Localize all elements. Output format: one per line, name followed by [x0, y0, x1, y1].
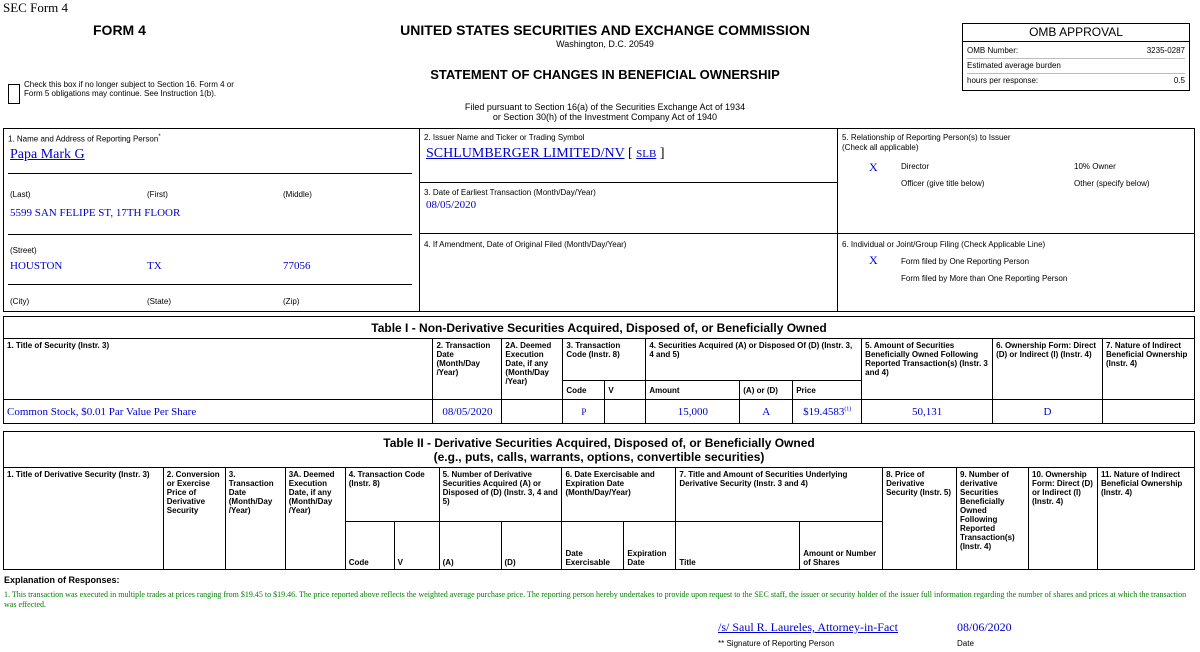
t1-aord: A	[740, 400, 793, 424]
omb-number-label: OMB Number:	[967, 46, 1019, 55]
statement-title: STATEMENT OF CHANGES IN BENEFICIAL OWNERSHIP	[430, 67, 780, 82]
omb-hours-label: hours per response:	[967, 76, 1039, 85]
table-non-derivative	[3, 316, 1195, 424]
one-person-checkmark: X	[869, 253, 878, 267]
reporting-person-name-link[interactable]: Papa Mark G	[10, 147, 85, 162]
filing-label: 6. Individual or Joint/Group Filing (Check Applicable Line)	[842, 240, 1046, 249]
ten-percent-owner-label: 10% Owner	[1074, 162, 1116, 171]
divider	[420, 233, 837, 234]
t2-sub-code: Code	[345, 522, 394, 570]
t2-col-code: 4. Transaction Code (Instr. 8)	[345, 468, 439, 522]
t1-col-form: 6. Ownership Form: Direct (D) or Indirect (I) (Instr. 4)	[993, 339, 1103, 400]
relationship-label: 5. Relationship of Reporting Person(s) to Issuer	[842, 133, 1011, 142]
divider	[8, 234, 412, 235]
table2-title-line1: Table II - Derivative Securities Acquired, Disposed of, or Beneficially Owned	[383, 435, 815, 450]
t1-price-cell	[793, 400, 862, 424]
t1-col-owned: 5. Amount of Securities Beneficially Owned Following Reported Transaction(s) (Instr. 3 and 4)	[862, 339, 993, 400]
section16-checkbox-text: Check this box if no longer subject to Section 16. Form 4 or Form 5 obligations may continue. See Instruction 1(b).	[24, 80, 234, 98]
t2-sub-amount: Amount or Number of Shares	[800, 522, 883, 570]
t2-col-deemed: 3A. Deemed Execution Date, if any (Month/Day /Year)	[285, 468, 345, 570]
form-title: FORM 4	[93, 22, 146, 38]
signature-link[interactable]: /s/ Saul R. Laureles, Attorney-in-Fact	[718, 620, 898, 634]
t1-sub-aord: (A) or (D)	[740, 381, 793, 400]
t1-price: $19.4583	[803, 405, 845, 418]
issuer-name-row	[426, 146, 665, 162]
city-value: HOUSTON	[10, 260, 63, 272]
agency-title: UNITED STATES SECURITIES AND EXCHANGE COMMISSION	[400, 22, 810, 38]
relationship-sub: (Check all applicable)	[842, 143, 919, 152]
t1-sub-price: Price	[793, 381, 862, 400]
t1-col-code: 3. Transaction Code (Instr. 8)	[563, 339, 646, 381]
zip-value: 77056	[283, 260, 311, 272]
divider	[8, 173, 412, 174]
director-checkmark: X	[869, 160, 878, 174]
section16-checkbox[interactable]	[8, 84, 20, 104]
t1-col-date: 2. Transaction Date (Month/Day /Year)	[433, 339, 502, 400]
t2-col-owned: 9. Number of derivative Securities Beneficially Owned Following Reported Transaction(s) (Instr. 4)	[957, 468, 1029, 570]
signature-label: ** Signature of Reporting Person	[718, 639, 835, 648]
table2-title	[4, 432, 1195, 468]
t2-col-price: 8. Price of Derivative Security (Instr. 5)	[883, 468, 957, 570]
box-relationship	[838, 129, 1194, 311]
t1-sub-code: Code	[563, 381, 605, 400]
reporting-info-section	[3, 128, 1195, 312]
state-label: (State)	[147, 297, 172, 306]
city-label: (City)	[10, 297, 30, 306]
table-derivative	[3, 431, 1195, 570]
ticker-open: [	[627, 146, 633, 161]
earliest-date-value: 08/05/2020	[426, 199, 477, 211]
t1-col-title: 1. Title of Security (Instr. 3)	[4, 339, 433, 400]
omb-title: OMB APPROVAL	[963, 24, 1189, 42]
omb-hours-value: 0.5	[1173, 76, 1185, 85]
t1-security-title: Common Stock, $0.01 Par Value Per Share	[4, 400, 433, 424]
t2-sub-title: Title	[676, 522, 800, 570]
director-label: Director	[901, 162, 930, 171]
last-label: (Last)	[10, 190, 31, 199]
t2-col-number: 5. Number of Derivative Securities Acquired (A) or Disposed of (D) (Instr. 3, 4 and 5)	[439, 468, 562, 522]
t1-col-deemed: 2A. Deemed Execution Date, if any (Month/Day /Year)	[502, 339, 563, 400]
t1-transaction-date: 08/05/2020	[433, 400, 502, 424]
middle-label: (Middle)	[283, 190, 312, 199]
ticker-link[interactable]: SLB	[636, 148, 657, 160]
omb-hours-row	[967, 74, 1185, 88]
t1-amount: 15,000	[646, 400, 740, 424]
footnote-1: 1. This transaction was executed in multiple trades at prices ranging from $19.45 to $19.46. The price reported above reflects the weighted average purchase price. The reporting person hereby undertakes to provide upon request to the SEC staff, the issuer or security holder of the issuer full information regarding the number of shares and prices at which the transaction was effected.	[4, 590, 1187, 609]
t1-col-acquired: 4. Securities Acquired (A) or Disposed Of (D) (Instr. 3, 4 and 5)	[646, 339, 862, 381]
t2-sub-a: (A)	[439, 522, 501, 570]
table-row	[4, 400, 1195, 424]
issuer-label: 2. Issuer Name and Ticker or Trading Symbol	[424, 133, 585, 142]
omb-burden-label: Estimated average burden	[967, 59, 1185, 74]
earliest-date-label: 3. Date of Earliest Transaction (Month/Day/Year)	[424, 188, 596, 197]
t1-form: D	[993, 400, 1103, 424]
state-value: TX	[147, 260, 162, 272]
t2-sub-exercisable: Date Exercisable	[562, 522, 624, 570]
filed-line-2: or Section 30(h) of the Investment Company Act of 1940	[492, 112, 718, 122]
t1-sub-v: V	[605, 381, 646, 400]
divider	[8, 284, 412, 285]
box-reporting-person	[4, 129, 420, 311]
t2-col-date: 3. Transaction Date (Month/Day /Year)	[225, 468, 285, 570]
table2-title-line2: (e.g., puts, calls, warrants, options, convertible securities)	[433, 449, 765, 464]
first-label: (First)	[147, 190, 168, 199]
omb-number-value: 3235-0287	[1146, 46, 1185, 55]
filed-line-1: Filed pursuant to Section 16(a) of the Securities Exchange Act of 1934	[464, 102, 746, 112]
other-label: Other (specify below)	[1074, 179, 1150, 188]
t1-code: P	[563, 400, 605, 424]
t2-col-form: 10. Ownership Form: Direct (D) or Indirect (I) (Instr. 4)	[1029, 468, 1098, 570]
t2-col-title: 1. Title of Derivative Security (Instr. 3)	[4, 468, 164, 570]
t2-col-nature: 11. Nature of Indirect Beneficial Ownership (Instr. 4)	[1097, 468, 1194, 570]
street-label: (Street)	[10, 246, 37, 255]
t1-col-nature: 7. Nature of Indirect Beneficial Ownership (Instr. 4)	[1102, 339, 1194, 400]
table1-title: Table I - Non-Derivative Securities Acquired, Disposed of, or Beneficially Owned	[4, 317, 1195, 339]
signature-date: 08/06/2020	[957, 620, 1012, 634]
one-person-label: Form filed by One Reporting Person	[901, 257, 1030, 266]
t2-col-underlying: 7. Title and Amount of Securities Underlying Derivative Security (Instr. 3 and 4)	[676, 468, 883, 522]
t1-nature	[1102, 400, 1194, 424]
divider	[420, 182, 837, 183]
explanation-label: Explanation of Responses:	[4, 575, 120, 585]
box-issuer	[420, 129, 838, 311]
ticker-close: ]	[659, 146, 665, 161]
omb-approval-box	[962, 23, 1190, 91]
t1-price-footnote: (1)	[844, 405, 852, 412]
street-value: 5599 SAN FELIPE ST, 17TH FLOOR	[10, 207, 181, 219]
filed-pursuant	[340, 102, 870, 122]
t2-col-conversion: 2. Conversion or Exercise Price of Derivative Security	[163, 468, 225, 570]
t1-owned: 50,131	[862, 400, 993, 424]
amendment-label: 4. If Amendment, Date of Original Filed (Month/Day/Year)	[424, 240, 627, 249]
more-persons-label: Form filed by More than One Reporting Person	[901, 274, 1068, 283]
t1-v	[605, 400, 646, 424]
t1-sub-amount: Amount	[646, 381, 740, 400]
t2-sub-d: (D)	[501, 522, 562, 570]
t2-col-exercisable: 6. Date Exercisable and Expiration Date (Month/Day/Year)	[562, 468, 676, 522]
zip-label: (Zip)	[283, 297, 300, 306]
reporting-person-label: 1. Name and Address of Reporting Person*	[8, 134, 161, 144]
t2-sub-v: V	[394, 522, 439, 570]
sec-form-label: SEC Form 4	[3, 0, 69, 15]
omb-number-row	[967, 44, 1185, 59]
agency-location: Washington, D.C. 20549	[556, 39, 654, 49]
officer-label: Officer (give title below)	[901, 179, 985, 188]
t2-sub-expiration: Expiration Date	[624, 522, 676, 570]
signature-date-label: Date	[957, 639, 974, 648]
divider	[838, 233, 1194, 234]
t1-deemed-date	[502, 400, 563, 424]
issuer-name-link[interactable]: SCHLUMBERGER LIMITED/NV	[426, 146, 625, 161]
